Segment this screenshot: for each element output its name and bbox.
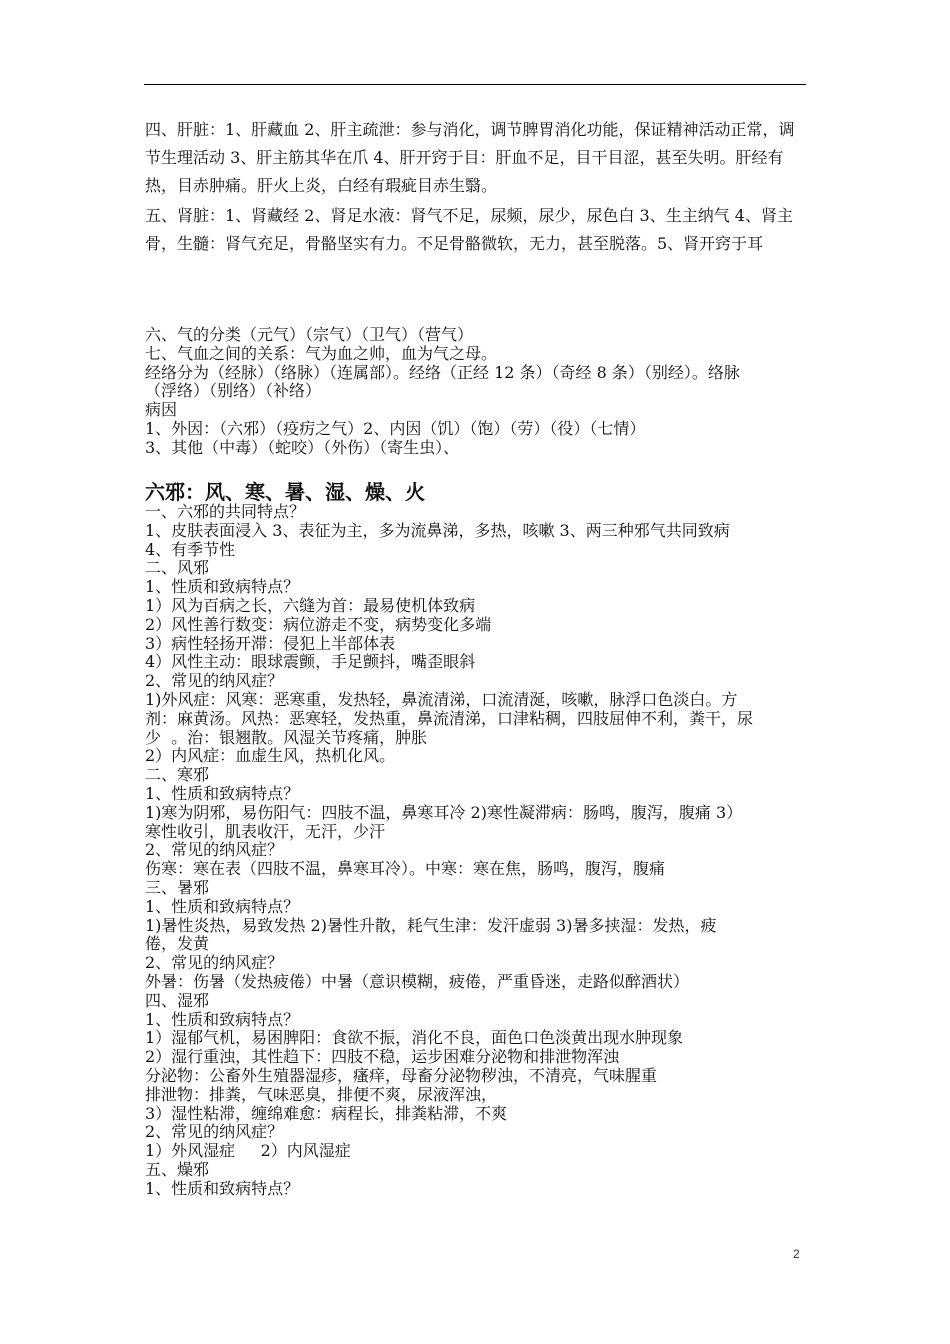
text-line: 倦，发黄 [145, 934, 210, 954]
paragraph-liver: 四、肝脏：1、肝藏血 2、肝主疏泄：参与消化，调节脾胃消化功能，保证精神活动正常，调节生理活动 3、肝主筋其华在爪 4、肝开窍于目：肝血不足，目干目涩，甚至失明。肝经有热，目赤肿痛。肝火上炎，白经有瑕疵目赤生翳。 [145, 120, 795, 195]
text-line: 六、气的分类（元气）（宗气）（卫气）（营气） [145, 325, 474, 344]
page-number: 2 [793, 1247, 800, 1261]
text-line: 五、燥邪 [145, 1159, 210, 1179]
text-line: 1)寒为阴邪，易伤阳气：四肢不温，鼻寒耳冷 2)寒性凝滞病：肠鸣，腹泻，腹痛 3） [145, 802, 743, 822]
text-line: 剂：麻黄汤。风热：恶寒轻，发热重，鼻流清涕，口津粘稠，四肢屈伸不利，粪干，尿 [145, 708, 754, 728]
section-heading: 六邪：风、寒、暑、湿、燥、火 [145, 480, 425, 504]
text-line: 分泌物：公畜外生殖器湿疹，瘙痒，母畜分泌物秽浊，不清亮，气味腥重 [145, 1065, 658, 1085]
text-line: 2）湿行重浊，其性趋下：四肢不稳，运步困难分泌物和排泄物浑浊 [145, 1047, 620, 1067]
text-line: （浮络）（别络）（补络） [145, 381, 322, 401]
text-line: 四、湿邪 [145, 990, 210, 1010]
text-line: 2、常见的纳风症？ [145, 1122, 284, 1142]
text-line: 1)暑性炎热，易致发热 2)暑性升散，耗气生津：发汗虚弱 3)暑多挟湿：发热，疲 [145, 915, 717, 935]
text-line: 2）风性善行数变：病位游走不变，病势变化多端 [145, 614, 492, 634]
text-line: 4）风性主动：眼球震颤，手足颤抖，嘴歪眼斜 [145, 652, 476, 672]
text-line: 少 。治：银翘散。风湿关节疼痛，肿胀 [145, 727, 428, 747]
text-line: 2、常见的纳风症？ [145, 671, 284, 691]
text-line: 3、其他（中毒）（蛇咬）（外伤）（寄生虫）、 [145, 437, 460, 457]
text-line: 排泄物：排粪，气味恶臭，排便不爽，尿液浑浊， [145, 1084, 498, 1104]
text-line: 1、性质和致病特点？ [145, 783, 300, 803]
text-line: 病因 [145, 400, 178, 420]
text-line: 1、皮肤表面浸入 3、表征为主，多为流鼻涕，多热，咳嗽 3、两三种邪气共同致病 [145, 520, 730, 540]
text-line: 寒性收引，肌表收汗，无汗，少汗 [145, 821, 386, 841]
text-line: 1、性质和致病特点？ [145, 896, 300, 916]
text-line: 4、有季节性 [145, 539, 236, 559]
body-text-block [145, 503, 810, 1198]
text-line: 2）内风症：血虚生风，热机化风。 [145, 746, 396, 766]
text-line: 二、风邪 [145, 558, 210, 578]
text-line: 3）湿性粘滞，缠绵难愈：病程长，排粪粘滞，不爽 [145, 1103, 508, 1123]
text-line: 1、性质和致病特点？ [145, 1009, 300, 1029]
text-line: 1）风为百病之长，六缝为首：最易使机体致病 [145, 595, 476, 615]
text-line: 3）病性轻扬开滞：侵犯上半部体表 [145, 633, 396, 653]
text-line: 1）外风湿症 2）内风湿症 [145, 1141, 351, 1161]
text-line: 1、性质和致病特点？ [145, 1178, 300, 1198]
text-line: 经络分为（经脉）（络脉）（连属部）。经络（正经 12 条）（奇经 8 条）（别经）。络脉 [145, 362, 740, 382]
text-line: 伤寒：寒在表（四肢不温，鼻寒耳冷）。中寒：寒在焦，肠鸣，腹泻，腹痛 [145, 859, 666, 879]
text-line: 2、常见的纳风症？ [145, 953, 284, 973]
text-line: 外暑：伤暑（发热疲倦）中暑（意识模糊，疲倦，严重昏迷，走路似醉酒状） [145, 971, 690, 991]
text-line: 1）湿郁气机，易困脾阳：食欲不振，消化不良，面色口色淡黄出现水肿现象 [145, 1028, 684, 1048]
text-line: 三、暑邪 [145, 877, 210, 897]
text-line: 1、性质和致病特点？ [145, 577, 300, 597]
text-line: 一、六邪的共同特点？ [145, 502, 306, 521]
header-rule [144, 84, 806, 85]
text-line: 二、寒邪 [145, 765, 210, 785]
paragraph-kidney: 五、肾脏：1、肾藏经 2、肾足水液：肾气不足，尿频，尿少，尿色白 3、生主纳气 4、肾主骨，生髓：肾气充足，骨骼坚实有力。不足骨骼微软，无力，甚至脱落。5、肾开窍于耳 [145, 206, 793, 253]
text-line: 1)外风症：风寒：恶寒重，发热轻，鼻流清涕，口流清涎，咳嗽，脉浮口色淡白。方 [145, 689, 738, 709]
text-line: 2、常见的纳风症？ [145, 840, 284, 860]
text-line: 1、外因：（六邪）（疫疠之气）2、内因（饥）（饱）（劳）（役）（七情） [145, 418, 646, 438]
middle-text-block [145, 326, 810, 458]
text-line: 七、气血之间的关系：气为血之帅，血为气之母。 [145, 343, 498, 363]
